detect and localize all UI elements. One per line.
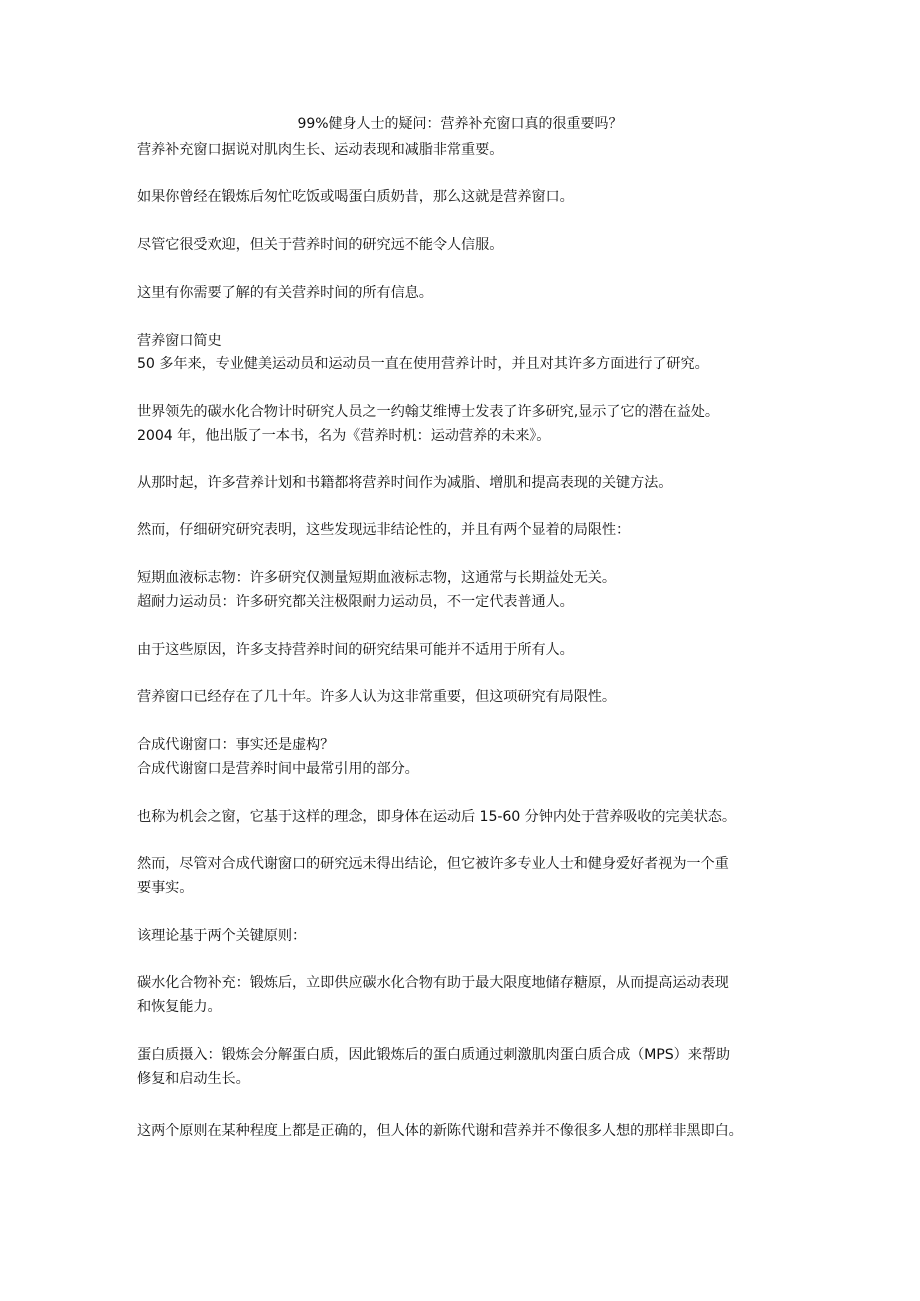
text-line: 50 多年来，专业健美运动员和运动员一直在使用营养计时，并且对其许多方面进行了研究。: [137, 356, 709, 372]
text-line: 由于这些原因，许多支持营养时间的研究结果可能并不适用于所有人。: [137, 642, 574, 658]
text-line: 碳水化合物补充：锻炼后，立即供应碳水化合物有助于最大限度地储存糖原，从而提高运动表现: [137, 975, 729, 991]
text-line: 然而，尽管对合成代谢窗口的研究远未得出结论，但它被许多专业人士和健身爱好者视为一个重: [137, 856, 729, 872]
text-line: 短期血液标志物：许多研究仅测量短期血液标志物，这通常与长期益处无关。: [137, 570, 616, 586]
document-title: 99%健身人士的疑问：营养补充窗口真的很重要吗？: [297, 116, 623, 132]
text-line: 尽管它很受欢迎，但关于营养时间的研究远不能令人信服。: [137, 237, 504, 253]
section-heading: 合成代谢窗口：事实还是虚构？: [137, 737, 335, 753]
text-line: 和恢复能力。: [137, 999, 222, 1015]
text-line: 这两个原则在某种程度上都是正确的，但人体的新陈代谢和营养并不像很多人想的那样非黑即白。: [137, 1123, 743, 1139]
text-line: 这里有你需要了解的有关营养时间的所有信息。: [137, 285, 433, 301]
section-heading: 营养窗口简史: [137, 333, 222, 349]
text-line: 世界领先的碳水化合物计时研究人员之一约翰艾维博士发表了许多研究,显示了它的潜在益处。: [137, 404, 720, 420]
text-line: 修复和启动生长。: [137, 1071, 250, 1087]
text-line: 该理论基于两个关键原则：: [137, 928, 307, 944]
text-line: 营养窗口已经存在了几十年。许多人认为这非常重要，但这项研究有局限性。: [137, 689, 616, 705]
text-line: 营养补充窗口据说对肌肉生长、运动表现和减脂非常重要。: [137, 142, 504, 158]
text-line: 超耐力运动员：许多研究都关注极限耐力运动员，不一定代表普通人。: [137, 594, 574, 610]
text-line: 从那时起，许多营养计划和书籍都将营养时间作为减脂、增肌和提高表现的关键方法。: [137, 475, 673, 491]
text-line: 蛋白质摄入：锻炼会分解蛋白质，因此锻炼后的蛋白质通过刺激肌肉蛋白质合成（MPS）来帮助: [137, 1047, 731, 1063]
text-line: 然而，仔细研究研究表明，这些发现远非结论性的，并且有两个显着的局限性：: [137, 522, 631, 538]
text-line: 如果你曾经在锻炼后匆忙吃饭或喝蛋白质奶昔，那么这就是营养窗口。: [137, 189, 574, 205]
text-line: 要事实。: [137, 880, 194, 896]
text-line: 2004 年，他出版了一本书，名为《营养时机：运动营养的未来》。: [137, 428, 551, 444]
text-line: 也称为机会之窗，它基于这样的理念，即身体在运动后 15-60 分钟内处于营养吸收的完美状态。: [137, 809, 736, 825]
text-line: 合成代谢窗口是营养时间中最常引用的部分。: [137, 761, 419, 777]
